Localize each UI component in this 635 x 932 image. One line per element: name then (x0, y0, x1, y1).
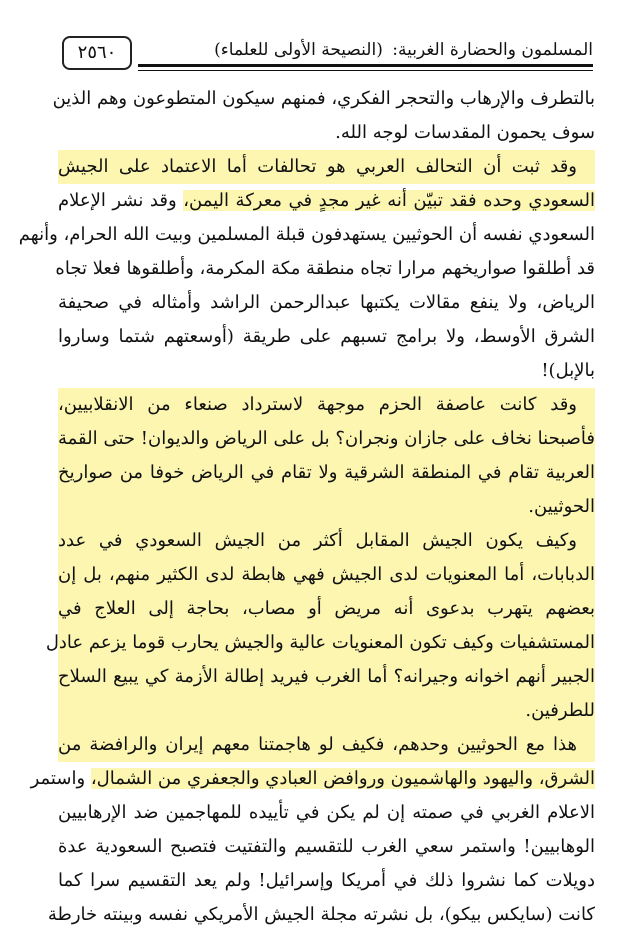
text-line-highlighted: هذا مع الحوثيين وحدهم، فكيف لو هاجمتنا معهم إيران والرافضة من (58, 728, 595, 762)
running-title (153, 40, 593, 60)
text-line-highlighted: المستشفيات وكيف تكون المعنويات عالية والجيش يحارب قوما يزعم عادل (58, 626, 595, 660)
header-rule-thick (138, 64, 593, 67)
book-title: المسلمون والحضارة الغربية: (392, 40, 593, 60)
highlighted-segment: السعودي وحده فقد تبيّن أنه غير مجدٍ في معركة اليمن، (183, 190, 595, 211)
text-line: بالتطرف والإرهاب والتحجر الفكري، فمنهم سيكون المتطوعون وهم الذين (52, 88, 595, 109)
section-title: (النصيحة الأولى للعلماء) (214, 40, 383, 60)
text-line-mixed (58, 184, 595, 218)
plain-segment: وقد نشر الإعلام (58, 190, 177, 211)
text-line: دويلات كما نشروا ذلك في أمريكا وإسرائيل! ولم يعد التقسيم سرا كما (58, 870, 595, 891)
text-line: سوف يحمون المقدسات لوجه الله. (335, 122, 595, 143)
page-number: ٢٥٦٠ (77, 42, 117, 63)
text-line-highlighted: وقد ثبت أن التحالف العربي هو تحالفات أما الاعتماد على الجيش (58, 150, 595, 184)
text-line-highlighted: وكيف يكون الجيش المقابل أكثر من الجيش السعودي في عدد (58, 524, 595, 558)
text-line: الرياض، ولا ينفع مقالات يكتبها عبدالرحمن الراشد وأمثاله في صحيفة (58, 292, 595, 313)
text-line: الشرق الأوسط، ولا برامج تسبهم على طريقة (أوسعتهم شتما وساروا (58, 326, 595, 347)
plain-segment: واستمر (30, 768, 86, 789)
text-line: بالإبل)! (541, 360, 595, 381)
text-line-highlighted: الجبير أنهم اخوانه وجيرانه؟ أما الغرب فيريد إطالة الأزمة كي يبيع السلاح (58, 660, 595, 694)
text-line: الوهابيين! واستمر سعي الغرب للتقسيم والتفتيت فتصبح السعودية عدة (58, 836, 595, 857)
text-line-highlighted: الدبابات، أما المعنويات لدى الجيش فهي هابطة لدى الكثير منهم، بل إن (58, 558, 595, 592)
highlighted-segment: الشرق، واليهود والهاشميون وروافض العبادي والجعفري من الشمال، (90, 768, 595, 789)
text-line: السعودي نفسه أن الحوثيين يستهدفون قبلة المسلمين وبيت الله الحرام، وأنهم (18, 224, 595, 245)
text-line-highlighted: الحوثيين. (58, 490, 595, 524)
page-header (58, 28, 593, 76)
text-line-highlighted: العربية تقام في المنطقة الشرقية ولا تقام في الرياض خوفا من صواريخ (58, 456, 595, 490)
body-text (18, 82, 595, 932)
text-line-highlighted: وقد كانت عاصفة الحزم موجهة لاسترداد صنعاء من الانقلابيين، (58, 388, 595, 422)
text-line-mixed (30, 762, 595, 796)
text-line: قد أطلقوا صواريخهم مرارا تجاه منطقة مكة المكرمة، وأطلقوها فعلا تجاه (55, 258, 595, 279)
text-line-highlighted: فأصبحنا نخاف على جازان ونجران؟ بل على الرياض والديوان! حتى القمة (58, 422, 595, 456)
text-line: كانت (سايكس بيكو)، بل نشرته مجلة الجيش الأمريكي نفسه وبينته خارطة (47, 904, 595, 925)
text-line: الاعلام الغربي في صمته إن لم يكن في تأييده للمهاجمين ضد الإرهابيين (58, 802, 595, 823)
page-number-box (62, 36, 132, 70)
text-line-highlighted: بعضهم يتهرب بدعوى أنه مريض أو مصاب، بحاجة إلى العلاج في (58, 592, 595, 626)
text-line-highlighted: للطرفين. (58, 694, 595, 728)
header-rule-thin (138, 70, 593, 71)
